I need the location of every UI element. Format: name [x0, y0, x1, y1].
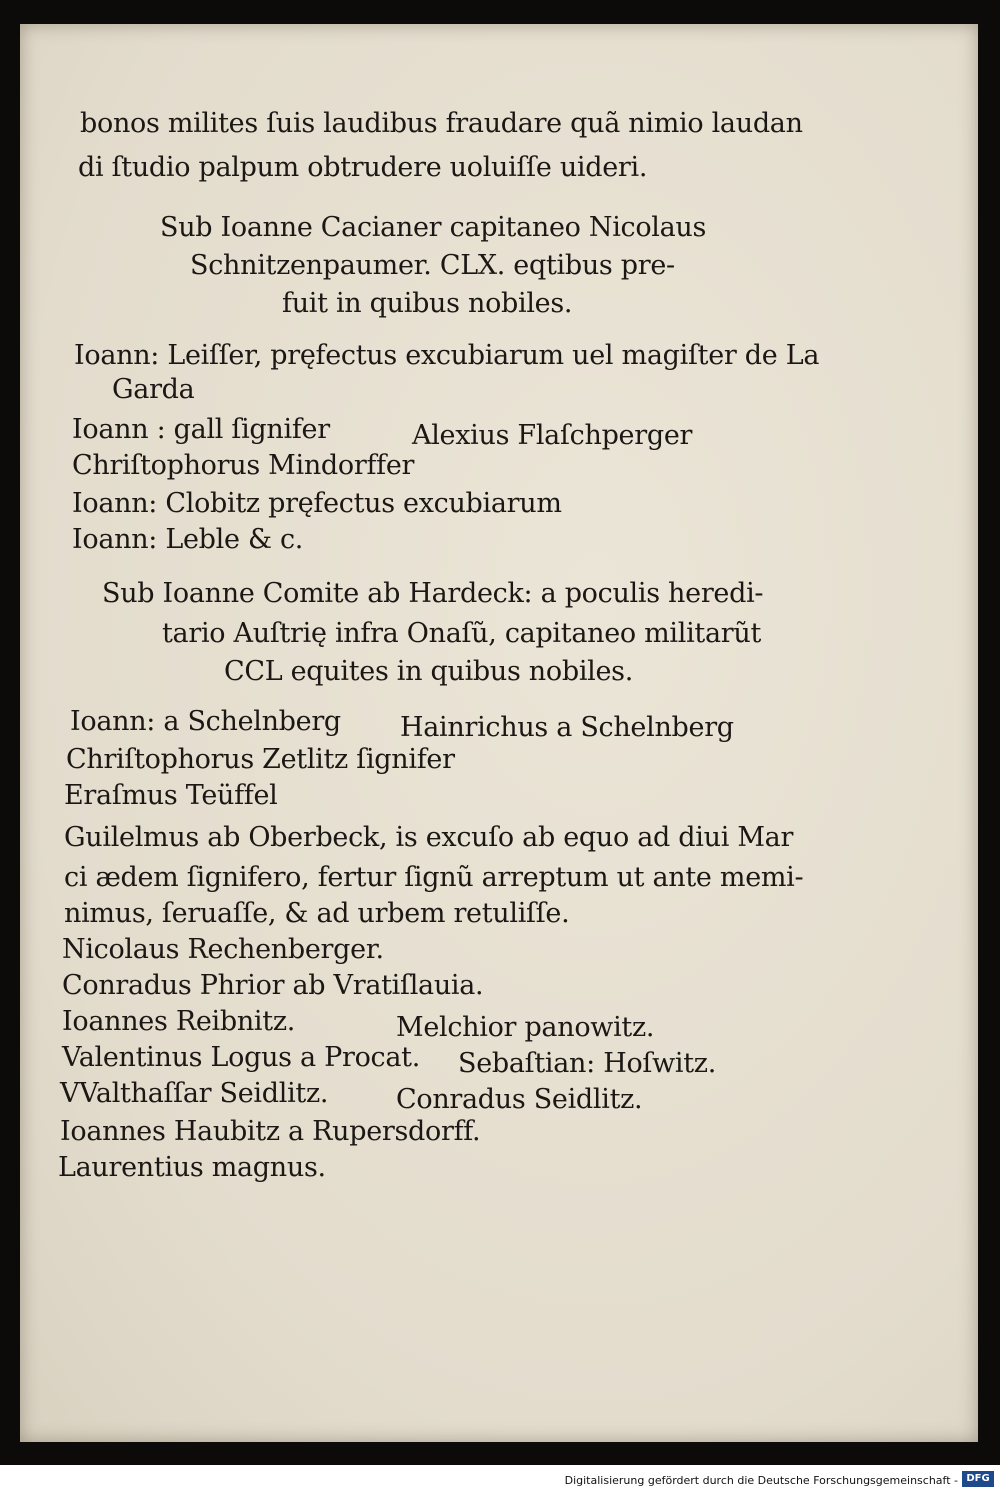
book-page — [20, 24, 978, 1442]
roster-entry: VValthaſſar Seidlitz. — [60, 1078, 329, 1109]
roster-entry: Nicolaus Rechenberger. — [62, 934, 384, 965]
roster-entry: Melchior panowitz. — [396, 1012, 655, 1043]
roster-entry: Chriſtophorus Zetlitz ſignifer — [66, 744, 455, 775]
dfg-logo: DFG — [962, 1471, 994, 1487]
footer-bar — [0, 1465, 1000, 1494]
roster-entry: Conradus Seidlitz. — [396, 1084, 643, 1115]
section-heading: fuit in quibus nobiles. — [282, 288, 573, 319]
roster-entry: Hainrichus a Schelnberg — [400, 712, 734, 743]
roster-entry: Chriſtophorus Mindorffer — [72, 450, 415, 481]
roster-entry: nimus, ſeruaſſe, & ad urbem retuliſſe. — [64, 898, 570, 929]
roster-entry: Ioannes Reibnitz. — [62, 1006, 296, 1037]
section-heading: tario Auſtrię infra Onaſũ, capitaneo militarũt — [162, 618, 762, 649]
funding-notice: Digitalisierung gefördert durch die Deutsche Forschungsgemeinschaft - — [564, 1474, 958, 1487]
roster-entry: Garda — [112, 374, 195, 405]
roster-entry: Laurentius magnus. — [58, 1152, 326, 1183]
section-heading: Sub Ioanne Comite ab Hardeck: a poculis heredi- — [102, 578, 764, 609]
text-line: di ſtudio palpum obtrudere uoluiſſe uideri. — [78, 152, 648, 183]
roster-entry: Guilelmus ab Oberbeck, is excuſo ab equo ad diui Mar — [64, 822, 794, 853]
roster-entry: Valentinus Logus a Procat. — [62, 1042, 420, 1073]
roster-entry: Eraſmus Teüffel — [64, 780, 278, 811]
roster-entry: ci ædem ſignifero, fertur ſignũ arreptum ut ante memi- — [64, 862, 804, 893]
roster-entry: Sebaſtian: Hoſwitz. — [458, 1048, 716, 1079]
roster-entry: Alexius Flaſchperger — [412, 420, 693, 451]
roster-entry: Ioann : gall ſignifer — [72, 414, 330, 445]
roster-entry: Ioann: Leble & c. — [72, 524, 304, 555]
section-heading: CCL equites in quibus nobiles. — [224, 656, 634, 687]
roster-entry: Ioann: Leiſſer, pręfectus excubiarum uel magiſter de La — [74, 340, 820, 371]
roster-entry: Conradus Phrior ab Vratiſlauia. — [62, 970, 484, 1001]
roster-entry: Ioann: Clobitz pręfectus excubiarum — [72, 488, 562, 519]
roster-entry: Ioann: a Schelnberg — [70, 706, 341, 737]
roster-entry: Ioannes Haubitz a Rupersdorff. — [60, 1116, 481, 1147]
text-line: bonos milites ſuis laudibus fraudare quã nimio laudan — [80, 108, 803, 139]
section-heading: Schnitzenpaumer. CLX. eqtibus pre- — [190, 250, 675, 281]
section-heading: Sub Ioanne Cacianer capitaneo Nicolaus — [160, 212, 707, 243]
